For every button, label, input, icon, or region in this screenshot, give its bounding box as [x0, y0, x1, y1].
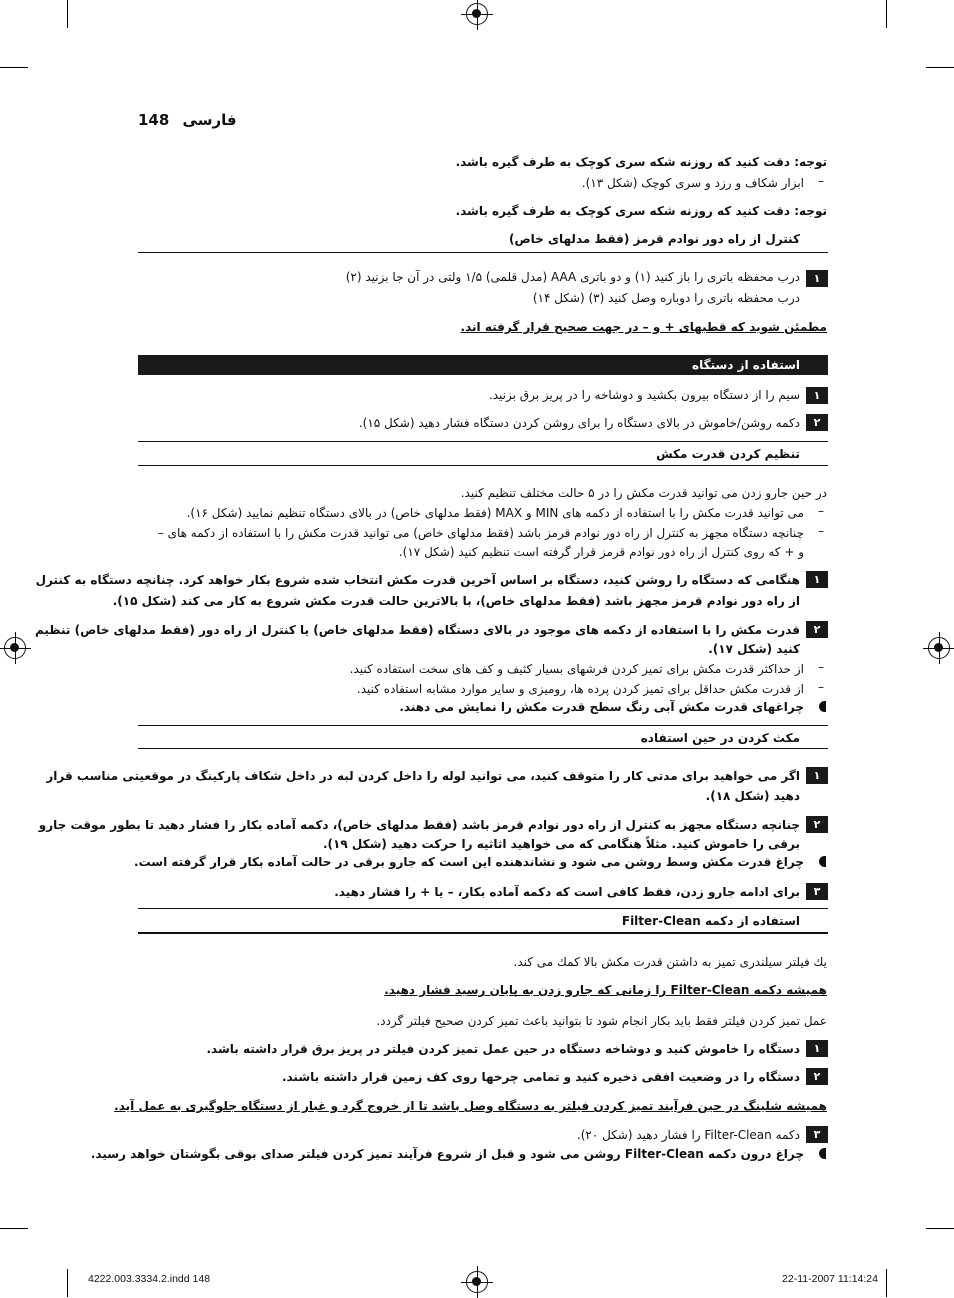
step-number: ۲	[806, 1068, 828, 1085]
dash-marker: –	[818, 524, 824, 538]
step-number: ۳	[806, 883, 828, 900]
dash-marker: –	[818, 660, 824, 674]
step-text: درب محفظه باتری را باز کنید (۱) و دو باتری AAA (مدل قلمی) ۱/۵ ولتی در آن جا بزنید (۲)	[345, 270, 800, 284]
footer-file: 4222.003.3334.2.indd 148	[88, 1273, 211, 1285]
step-number: ۱	[806, 270, 828, 287]
step-number: ۲	[806, 621, 828, 638]
note-text: توجه: دقت کنید که روزنه شکه سری کوچک به طرف گیره باشد.	[455, 155, 827, 169]
step-text: سیم را از دستگاه بیرون بکشید و دوشاخه را در پریز برق بزنید.	[488, 388, 800, 402]
crop-mark	[0, 67, 28, 68]
step-number: ۲	[806, 816, 828, 833]
crop-mark	[886, 1269, 887, 1297]
step-text: کنید (شکل ۱۷).	[708, 642, 800, 656]
dash-item: از حداکثر قدرت مکش برای تمیز کردن فرشهای بسیار کثیف و کف های سخت استفاده کنید.	[349, 662, 804, 676]
crop-mark	[886, 0, 887, 28]
bullet-icon	[819, 701, 826, 712]
dash-item: چنانچه دستگاه مجهز به کنترل از راه دور نوادم قرمز باشد (فقط مدلهای خاص) می توانید قدرت مکش را با استفاده از دکمه های –	[157, 526, 804, 540]
step-number: ۱	[806, 1040, 828, 1057]
divider	[138, 908, 828, 909]
bullet-text: چراغهای قدرت مکش آبی رنگ سطح قدرت مکش را نمایش می دهند.	[399, 700, 804, 714]
step-text: چنانچه دستگاه مجهز به کنترل از راه دور نوادم قرمز باشد (فقط مدلهای خاص)، دکمه آماده بکار را فشار دهید تا بطور موقت جارو	[38, 818, 800, 832]
registration-mark-icon	[466, 3, 488, 25]
dash-item: می توانید قدرت مکش را با استفاده از دکمه های MIN و MAX (فقط مدلهای خاص) در بالای دستگاه تنظیم نمایید (شکل ۱۶).	[186, 506, 804, 520]
dash-item: و + که روی کنترل از راه دور نوادم قرمز قرار گرفته است تنظیم کنید (شکل ۱۷).	[398, 545, 804, 559]
warning-text: همیشه دکمه Filter-Clean را زمانی که جارو زدن به پایان رسید فشار دهید.	[384, 983, 827, 997]
dash-marker: –	[818, 504, 824, 518]
step-number: ۳	[806, 1126, 828, 1143]
step-number: ۱	[806, 387, 828, 404]
crop-mark	[0, 1228, 28, 1229]
registration-mark-icon	[4, 637, 26, 659]
step-number: ۱	[806, 571, 828, 588]
paragraph-text: يك فيلتر سيلندری تميز به داشتن قدرت مكش بالا كمك می كند.	[513, 955, 827, 969]
registration-mark-icon	[466, 1271, 488, 1293]
step-number: ۲	[806, 414, 828, 431]
divider	[138, 932, 828, 934]
section-heading: استفاده از دکمه Filter-Clean	[621, 914, 800, 928]
step-text: برای ادامه جارو زدن، فقط کافی است که دکمه آماده بکار، – یا + را فشار دهید.	[334, 885, 800, 899]
page-header	[138, 111, 237, 129]
note-text: توجه: دقت کنید که روزنه شکه سری کوچک به طرف گیره باشد.	[455, 204, 827, 218]
dash-item: از قدرت مکش حداقل برای تمیز کردن پرده ها، رومیزی و سایر موارد مشابه استفاده کنید.	[356, 682, 804, 696]
dash-marker: –	[818, 174, 824, 188]
step-text: اگر می خواهید برای مدتی کار را متوقف کنید، می توانید لوله را داخل کردن لبه در داخل شکاف پارکینگ در موقعیتی مناسب قرار	[46, 769, 800, 783]
language-label: فارسی	[182, 111, 237, 129]
bullet-text: چراغ درون دکمه Filter-Clean روشن می شود و قبل از شروع فرآیند تمیز کردن فیلتر صدای بوقی بگوشتان خواهد رسید.	[90, 1147, 804, 1161]
step-text: درب محفظه باتری را دوباره وصل کنید (۳) (شکل ۱۴)	[532, 291, 800, 305]
dash-item: ابزار شکاف و رزد و سری کوچک (شکل ۱۳).	[581, 176, 804, 190]
step-text: از راه دور نوادم قرمز مجهز باشد (فقط مدلهای خاص)، با بالاترین حالت قدرت مکش شروع به کار می کند (شکل ۱۵).	[112, 594, 800, 608]
step-text: دکمه روشن/خاموش در بالای دستگاه را برای روشن کردن دستگاه فشار دهید (شکل ۱۵).	[358, 416, 800, 430]
crop-mark	[67, 0, 68, 28]
section-heading: مکث کردن در حین استفاده	[640, 731, 800, 745]
step-text: برقی را خاموش کنید. مثلاً هنگامی که می خواهید اثاثیه را حرکت دهید (شکل ۱۹).	[323, 837, 800, 851]
footer-date: 22-11-2007 11:14:24	[782, 1273, 878, 1285]
divider	[138, 465, 828, 466]
divider	[138, 748, 828, 749]
divider	[138, 441, 828, 442]
bullet-icon	[819, 856, 826, 867]
section-bar: استفاده از دستگاه	[138, 355, 828, 375]
bullet-icon	[819, 1148, 826, 1159]
page-number: 148	[138, 111, 170, 129]
step-text: دکمه Filter-Clean را فشار دهید (شکل ۲۰).	[576, 1128, 800, 1142]
registration-mark-icon	[928, 637, 950, 659]
step-number: ۱	[806, 767, 828, 784]
step-text: دستگاه را خاموش کنید و دوشاخه دستگاه در حین عمل تمیز کردن فیلتر در پریز برق قرار داشته باشد.	[206, 1042, 800, 1056]
crop-mark	[926, 1228, 954, 1229]
step-text: هنگامی که دستگاه را روشن کنید، دستگاه بر اساس آخرین قدرت مکش انتخاب شده شروع بکار خواهد کرد. چنانچه دستگاه به کنترل	[35, 573, 800, 587]
paragraph-text: عمل تميز كردن فيلتر فقط باید بكار انجام شود تا بتوانيد باعث تميز كردن صحيح فيلتر گردد.	[376, 1014, 827, 1028]
divider	[138, 252, 828, 253]
crop-mark	[67, 1269, 68, 1297]
step-text: قدرت مکش را با استفاده از دکمه های موجود در بالای دستگاه (فقط مدلهای خاص) یا کنترل از راه دور (فقط مدلهای خاص) تنظیم	[35, 623, 800, 637]
divider	[138, 725, 828, 726]
bullet-text: چراغ قدرت مکش وسط روشن می شود و نشاندهنده این است که جارو برقی در حالت آماده بکار قرار گرفته است.	[134, 855, 804, 869]
step-text: دهید (شکل ۱۸).	[705, 789, 800, 803]
section-heading: کنترل از راه دور نوادم قرمز (فقط مدلهای خاص)	[509, 232, 800, 246]
section-heading: تنظیم کردن قدرت مکش	[656, 447, 800, 461]
dash-marker: –	[818, 680, 824, 694]
warning-text: مطمئن شوید که قطبهای + و – در جهت صحیح قرار گرفته اند.	[460, 320, 827, 334]
paragraph-text: در حین جارو زدن می توانید قدرت مکش را در ۵ حالت مختلف تنظیم کنید.	[460, 486, 827, 500]
crop-mark	[926, 67, 954, 68]
warning-text: همیشه شلینگ در حین فرآیند تمیز کردن فیلتر به دستگاه وصل باشد تا از خروج گرد و غبار از دستگاه جلوگیری به عمل آید.	[114, 1099, 827, 1113]
step-text: دستگاه را در وضعیت افقی ذخیره کنید و تمامی چرخها روی کف زمین قرار داشته باشند.	[281, 1070, 800, 1084]
